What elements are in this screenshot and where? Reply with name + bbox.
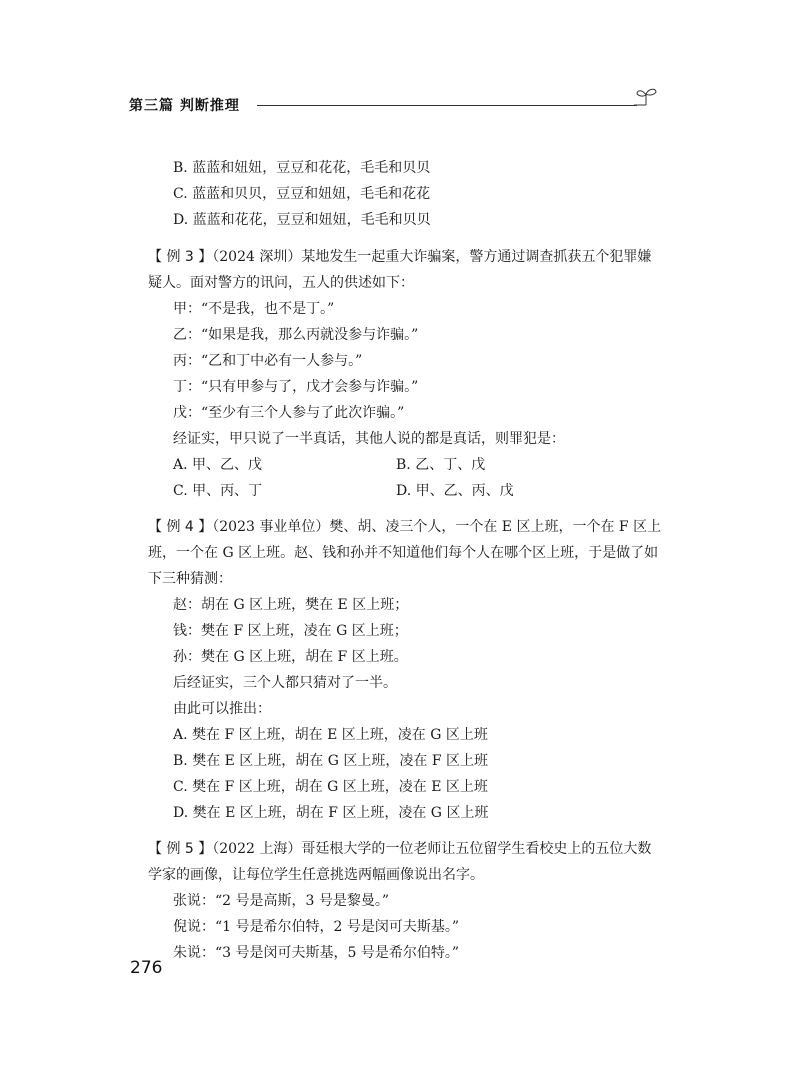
example4-option-d: D. 樊在 E 区上班，胡在 F 区上班，凌在 G 区上班 [173,805,489,821]
example3-question: 经证实，甲只说了一半真话，其他人说的都是真话，则罪犯是： [173,431,565,447]
example3-label: 【 例 3 】 [148,249,213,265]
header-rule [257,105,637,106]
example4-option-b: B. 樊在 E 区上班，胡在 G 区上班，凌在 F 区上班 [173,753,489,769]
section-title: 第三篇 判断推理 [129,98,240,114]
example5-intro-2: 学家的画像，让每位学生任意挑选两幅画像说出名字。 [148,867,484,883]
example2-option-c: C. 蓝蓝和贝贝，豆豆和妞妞，毛毛和花花 [173,186,431,202]
example4-fact: 后经证实，三个人都只猜对了一半。 [173,675,397,691]
example4-guess-zhao: 赵：胡在 G 区上班，樊在 E 区上班； [173,597,409,613]
example5-statement-zhang: 张说：“2 号是高斯，3 号是黎曼。” [173,893,390,909]
sprout-icon [633,87,659,107]
example5-statement-zhu: 朱说：“3 号是闵可夫斯基，5 号是希尔伯特。” [173,945,460,961]
example4-guess-qian: 钱：樊在 F 区上班，凌在 G 区上班； [173,623,408,639]
example5-statement-ni: 倪说：“1 号是希尔伯特，2 号是闵可夫斯基。” [173,919,460,935]
example3-option-c: C. 甲、丙、丁 [173,483,263,499]
example4-option-a: A. 樊在 F 区上班，胡在 E 区上班，凌在 G 区上班 [173,727,488,743]
example3-option-b: B. 乙、丁、戊 [396,457,486,473]
example4-intro-text: （2023 事业单位）樊、胡、凌三个人，一个在 E 区上班，一个在 F 区上 [212,519,662,535]
example3-option-a: A. 甲、乙、戊 [173,457,263,473]
example3-intro-1 [148,247,651,267]
example3-statement-ding: 丁：“只有甲参与了，戊才会参与诈骗。” [173,379,419,395]
example5-intro-text: （2022 上海）哥廷根大学的一位老师让五位留学生看校史上的五位大数 [212,841,652,857]
example4-intro-2: 班，一个在 G 区上班。赵、钱和孙并不知道他们每个人在哪个区上班，于是做了如 [148,545,659,561]
example4-question: 由此可以推出： [173,701,271,717]
example4-option-c: C. 樊在 F 区上班，胡在 G 区上班，凌在 E 区上班 [173,779,488,795]
example3-statement-bing: 丙：“乙和丁中必有一人参与。” [173,353,363,369]
example3-intro-2: 疑人。面对警方的讯问，五人的供述如下： [148,275,414,291]
running-header [129,95,669,117]
example4-intro-1 [148,517,661,537]
example2-option-b: B. 蓝蓝和妞妞，豆豆和花花，毛毛和贝贝 [173,160,431,176]
example4-intro-3: 下三种猜测： [148,571,232,587]
example3-statement-jia: 甲：“不是我，也不是丁。” [173,301,335,317]
example2-option-d: D. 蓝蓝和花花，豆豆和妞妞，毛毛和贝贝 [173,212,431,228]
example4-label: 【 例 4 】 [148,519,213,535]
example5-intro-1 [148,839,651,859]
example3-intro-text: （2024 深圳）某地发生一起重大诈骗案，警方通过调查抓获五个犯罪嫌 [212,249,652,265]
example3-statement-wu: 戊：“至少有三个人参与了此次诈骗。” [173,405,405,421]
page-number: 276 [130,958,163,978]
example3-statement-yi: 乙：“如果是我，那么丙就没参与诈骗。” [173,327,419,343]
example4-guess-sun: 孙：樊在 G 区上班，胡在 F 区上班。 [173,649,408,665]
example3-option-d: D. 甲、乙、丙、戊 [396,483,514,499]
example5-label: 【 例 5 】 [148,841,213,857]
